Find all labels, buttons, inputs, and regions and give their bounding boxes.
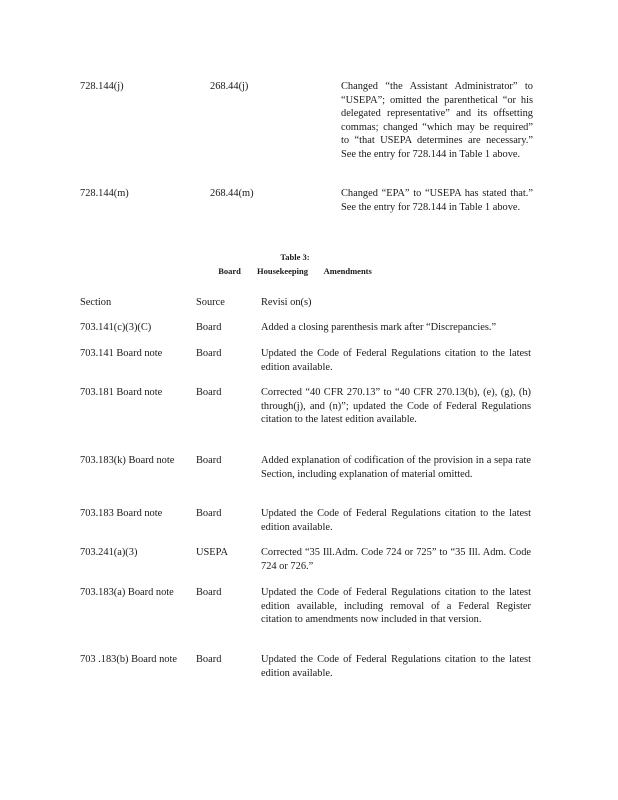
source-cell: USEPA bbox=[196, 547, 228, 558]
column-header-source: Source bbox=[196, 297, 225, 308]
revision-cell: Updated the Code of Federal Regulations citation to the latest edition available. bbox=[261, 508, 531, 533]
revision-cell: Added explanation of codification of the provision in a sepa rate Section, including explanation of material omitted. bbox=[261, 455, 531, 480]
revision-cell: Updated the Code of Federal Regulations citation to the latest edition available. bbox=[261, 654, 531, 679]
revision-cell: Added a closing parenthesis mark after “Discrepancies.” bbox=[261, 322, 497, 333]
revision-cell: Changed “EPA” to “USEPA has stated that.” See the entry for 728.144 in Table 1 above. bbox=[341, 188, 533, 213]
table-number: Table 3: bbox=[280, 252, 310, 262]
section-cell: 703 .183(b) Board note bbox=[80, 654, 177, 665]
column-header-section: Section bbox=[80, 297, 112, 308]
source-cell: Board bbox=[196, 587, 222, 598]
section-cell: 703.183 Board note bbox=[80, 508, 163, 519]
table-title: Board Housekeeping Amendments bbox=[218, 266, 372, 276]
source-cell: Board bbox=[196, 322, 222, 333]
section-cell: 728.144(j) bbox=[80, 81, 124, 92]
section-cell: 703.141 Board note bbox=[80, 348, 163, 359]
source-cell: Board bbox=[196, 455, 222, 466]
source-cell: 268.44(m) bbox=[210, 188, 254, 199]
source-cell: 268.44(j) bbox=[210, 81, 249, 92]
section-cell: 728.144(m) bbox=[80, 188, 129, 199]
revision-cell: Updated the Code of Federal Regulations citation to the latest edition available. bbox=[261, 348, 531, 373]
section-cell: 703.183(k) Board note bbox=[80, 455, 175, 466]
section-cell: 703.181 Board note bbox=[80, 387, 163, 398]
revision-cell: Updated the Code of Federal Regulations citation to the latest edition available, including removal of a Federal Register citation to amendments now included in that version. bbox=[261, 587, 531, 626]
source-cell: Board bbox=[196, 654, 222, 665]
source-cell: Board bbox=[196, 508, 222, 519]
section-cell: 703.141(c)(3)(C) bbox=[80, 322, 152, 333]
revision-cell: Corrected “35 Ill.Adm. Code 724 or 725” to “35 Ill. Adm. Code 724 or 726.” bbox=[261, 547, 531, 572]
table-caption bbox=[200, 250, 390, 278]
section-cell: 703.241(a)(3) bbox=[80, 547, 138, 558]
revision-cell: Corrected “40 CFR 270.13” to “40 CFR 270.13(b), (e), (g), (h) through(j), and (n)”; updated the Code of Federal Regulations citation to the latest edition available. bbox=[261, 387, 531, 426]
revision-cell: Changed “the Assistant Administrator” to “USEPA”; omitted the parenthetical “or his delegated representative” and its offsetting commas; changed “which may be required” to “that USEPA determines are necessary.” See the entry for 728.144 in Table 1 above. bbox=[341, 81, 533, 160]
column-header-revisions: Revisi on(s) bbox=[261, 297, 312, 308]
source-cell: Board bbox=[196, 387, 222, 398]
source-cell: Board bbox=[196, 348, 222, 359]
section-cell: 703.183(a) Board note bbox=[80, 587, 174, 598]
